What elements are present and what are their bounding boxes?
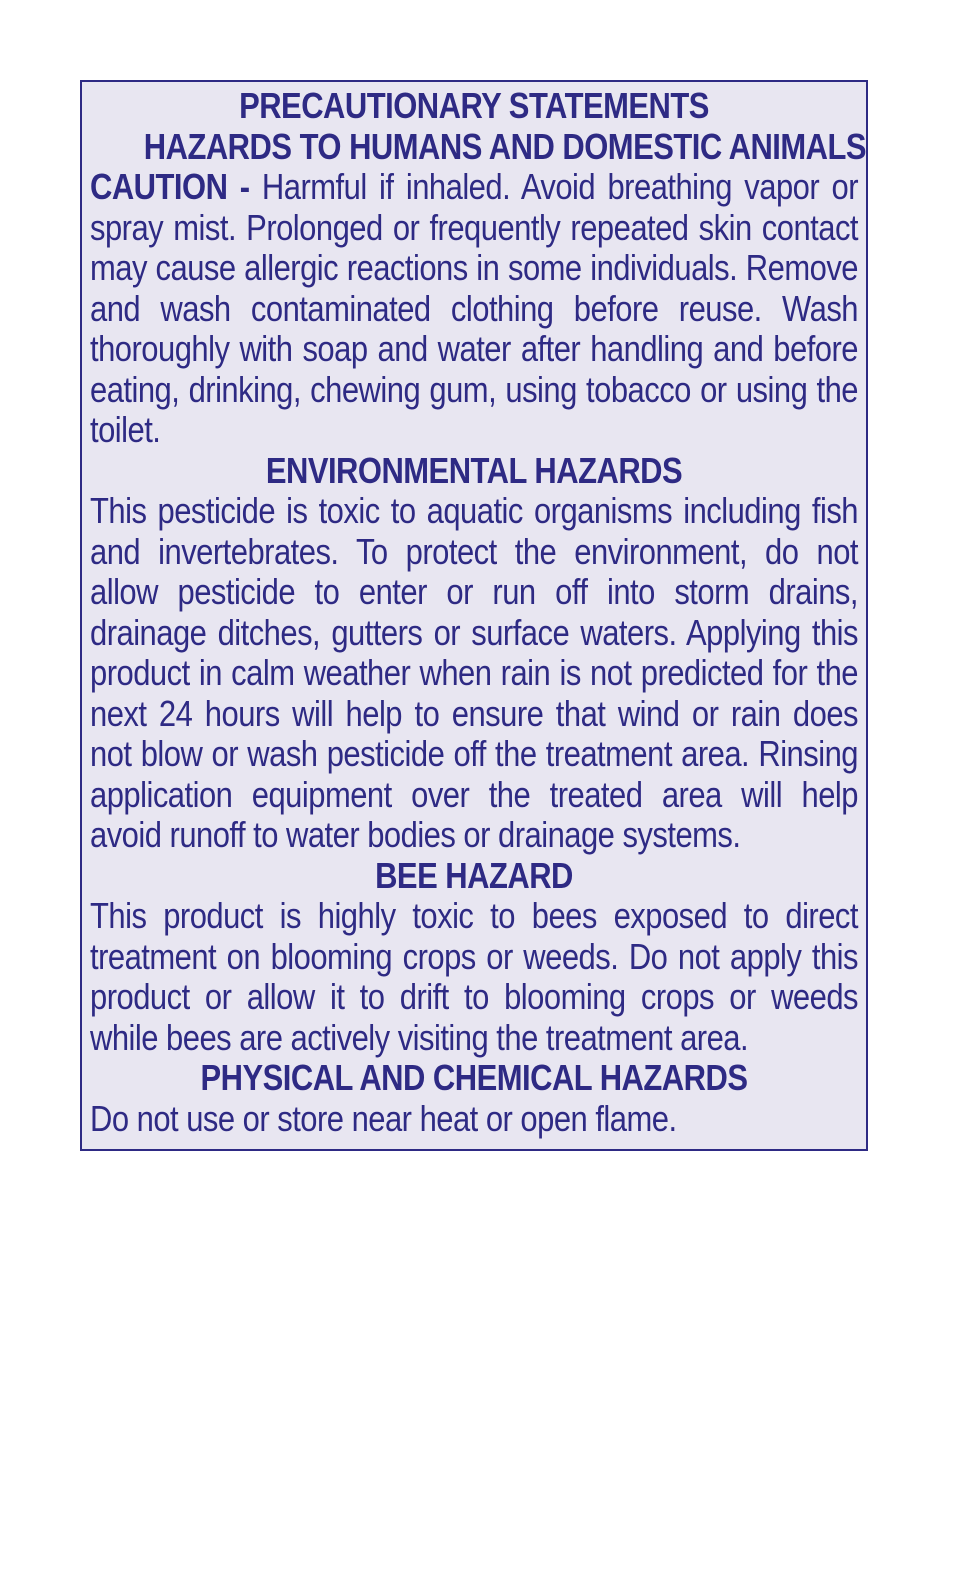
humans-animals-hazards-body: Harmful if inhaled. Avoid breathing vapor or spray mist. Prolonged or frequently repeated skin contact may cause allergic reactions in some individuals. Remove and wash contaminated clothing before reuse. Wash thoroughly with soap and water after handling and before eating, drinking, chewing gum, using tobacco or using the toilet. bbox=[90, 166, 859, 450]
precautionary-statements-panel bbox=[80, 80, 868, 1151]
humans-animals-hazards-text bbox=[90, 167, 858, 451]
caution-signal-word: CAUTION - bbox=[90, 166, 250, 207]
physical-chemical-hazards-heading: PHYSICAL AND CHEMICAL HAZARDS bbox=[200, 1057, 748, 1098]
bee-hazard-text: This product is highly toxic to bees exposed to direct treatment on blooming crops or weeds. Do not apply this product or allow it to drift to blooming crops or weeds while bees are actively visiting the treatment area. bbox=[90, 895, 858, 1058]
precautionary-statements-title: PRECAUTIONARY STATEMENTS bbox=[239, 85, 709, 126]
environmental-hazards-heading: ENVIRONMENTAL HAZARDS bbox=[265, 449, 683, 491]
environmental-hazards-text: This pesticide is toxic to aquatic organisms including fish and invertebrates. To protect the environment, do not allow pesticide to enter or run off into storm drains, drainage ditches, gutters or surface waters. Applying this product in calm weather when rain is not predicted for the next 24 hours will help to ensure that wind or rain does not blow or wash pesticide off the treatment area. Rinsing application equipment over the treated area will help avoid runoff to water bodies or drainage systems. bbox=[90, 490, 858, 855]
humans-animals-hazards-heading: HAZARDS TO HUMANS AND DOMESTIC ANIMALS bbox=[143, 125, 867, 167]
physical-chemical-hazards-text: Do not use or store near heat or open flame. bbox=[90, 1097, 677, 1139]
bee-hazard-heading: BEE HAZARD bbox=[375, 854, 573, 896]
